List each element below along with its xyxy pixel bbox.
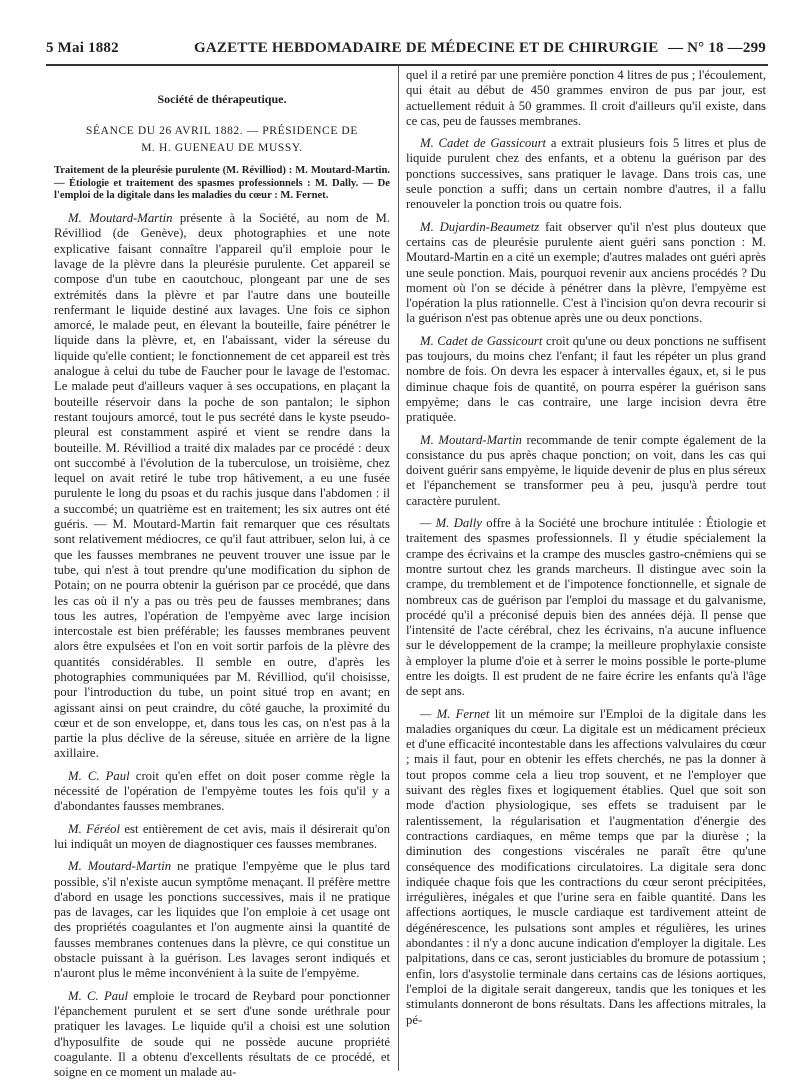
paragraph-text: croit qu'en effet on doit poser comme règle la nécessité de l'opération de l'empyème toutes les fois qu'il y a d'abondantes fausses membranes. xyxy=(54,768,390,814)
paragraph xyxy=(406,516,766,700)
paragraph-text: est entièrement de cet avis, mais il désirerait qu'on lui indiquât un moyen de diagnostiquer ces fausses membranes. xyxy=(54,821,390,851)
speaker-name: M. C. Paul xyxy=(68,988,128,1003)
paragraph-text: offre à la Société une brochure intitulée : Étiologie et traitement des spasmes professionnels. Il y étudie spécialement la crampe des écrivains et la crampe des muscles gastro-cnémiens qui se montre surtout chez les grands marcheurs. Il distingue avec soin la crampe, du tremblement et de l'impotence fonctionnelle, et signale de nombreux cas de guérison par l'emploi du massage et du galvanisme, procédé qu'il a préconisé depuis bien des années déjà. Il pense que l'intensité de l'acte cérébral, chez les écrivains, n'a aucune influence sur le développement de la crampe; la meilleure prophylaxie consiste à employer la plume d'oie et à serrer le moins possible le porte-plume entre les doigts. Il est prudent de ne faire écrire les enfants qu'à l'âge de sept ans. xyxy=(406,516,766,699)
speaker-name: M. C. Paul xyxy=(68,768,130,783)
speaker-name: M. Moutard-Martin xyxy=(68,859,172,874)
journal-title: GAZETTE HEBDOMADAIRE DE MÉDECINE ET DE CHIRURGIE xyxy=(194,40,659,56)
paragraph xyxy=(406,136,766,212)
paragraph xyxy=(406,707,766,1028)
seance-line-1: SÉANCE DU 26 AVRIL 1882. — PRÉSIDENCE DE xyxy=(86,125,358,138)
speaker-name: M. Moutard-Martin xyxy=(68,211,173,226)
header-rule xyxy=(46,64,768,66)
speaker-name: M. Cadet de Gassicourt xyxy=(420,333,543,348)
page-number: 299 xyxy=(742,40,766,56)
running-header xyxy=(46,40,766,60)
left-column xyxy=(54,72,390,1080)
paragraph xyxy=(406,68,766,129)
speaker-name: M. Dujardin-Beaumetz xyxy=(420,219,540,234)
paragraph xyxy=(54,211,390,762)
issue-number: — N° 18 — xyxy=(668,40,743,56)
paragraph-text: recommande de tenir compte également de la consistance du pus après chaque ponction; on voit, dans les cas qui doivent guérir sans empyème, le liquide devenir de plus en plus séreux et l'épanchement se transformer peu à peu, jusqu'à perdre tout caractère purulent. xyxy=(406,432,766,508)
paragraph-text: ne pratique l'empyème que le plus tard possible, s'il n'existe aucun symptôme menaçant. Il préfère mettre d'abord en usage les ponctions successives, mais il ne pratique pas de lavages, car les liquides que l'on emploie à cet usage ont des propriétés coagulantes et l'on augmente ainsi la quantité de fausses membranes contenues dans la plèvre, ce qui constitue un obstacle puissant à la guérison. Les lavages seront indiqués et n'auront plus le même inconvénient à la suite de l'empyème. xyxy=(54,859,390,981)
paragraph xyxy=(54,989,390,1081)
right-column xyxy=(406,68,766,1068)
right-body xyxy=(406,68,766,1028)
paragraph xyxy=(54,769,390,815)
seance-heading xyxy=(54,123,390,157)
speaker-name: — M. Dally xyxy=(420,516,482,531)
paragraph-text: fait observer qu'il n'est plus douteux que certains cas de pleurésie purulente aient guéri sans ponction : M. Moutard-Martin en a cité un exemple; d'autres malades ont guéri après une seule ponction. Mais, pourquoi revenir aux anciens procédés ? Du moment où l'on se décide à pénétrer dans la plèvre, l'empyème est l'opération la plus rationnelle. C'est à l'incision qu'on devra recourir si la guérison n'est pas obtenue après une ou deux ponctions. xyxy=(406,219,766,326)
society-heading: Société de thérapeutique. xyxy=(157,92,287,106)
paragraph-text: lit un mémoire sur l'Emploi de la digitale dans les maladies organiques du cœur. La digitale est un médicament précieux et d'une efficacité incontestable dans les affections valvulaires du cœur ; mais il faut, pour en obtenir les effets cherchés, ne pas la donner à tout propos comme cela a lieu trop souvent, et ne l'employer que suivant des règles fixes et logiquement établies. Quel que soit son mode d'action physiologique, ses effets se traduisent par le ralentissement, la régularisation et l'augmentation d'énergie des contractions cardiaques, en même temps que par la diurèse ; la diminution des congestions viscérales ne paraît être qu'une conséquence des modifications circulatoires. La digitale sera donc indiquée chaque fois que les contractions du cœur seront précipitées, irrégulières, inégales et que l'urine sera en faible quantité. Dans les affections aortiques, le muscle cardiaque est tardivement atteint de dégénérescence, les pulsations sont amples et régulières, les urines abondantes : il n'y a donc aucune indication d'employer la digitale. Les palpitations, dans ce cas, seront justiciables du bromure de potassium ; enfin, lors d'asystolie terminale dans certains cas de lésions aortiques, l'emploi de la digitale serait dangereux, tandis que les toniques et les stimulants donneront de bons résultats. Dans les affections mitrales, la pé- xyxy=(406,706,767,1027)
seance-line-2: M. H. GUENEAU DE MUSSY. xyxy=(141,142,303,155)
paragraph xyxy=(54,859,390,981)
paragraph-text: quel il a retiré par une première ponction 4 litres de pus ; l'écoulement, qui était au début de 450 grammes environ de pus par jour, est actuellement réduit à 50 grammes. Il croit d'ailleurs qu'il existe, dans ce cas, peu de fausses membranes. xyxy=(406,68,766,128)
session-summary: Traitement de la pleurésie purulente (M. Révilliod) : M. Moutard-Martin. — Étiologie et traitement des spasmes professionnels : M. Dally. — De l'emploi de la digitale dans les maladies du cœur : M. Fernet. xyxy=(54,165,390,202)
paragraph-text: croit qu'une ou deux ponctions ne suffisent pas toujours, du moins chez l'enfant; il faut les répéter un plus grand nombre de fois. On devra les espacer à intervalles égaux, et, si le pus diminue chaque fois de quantité, on pourra espérer la guérison sans empyème; dans le cas contraire, une large incision devra être pratiquée. xyxy=(406,333,767,425)
paragraph xyxy=(406,433,766,509)
paragraph-text: emploie le trocard de Reybard pour ponctionner l'épanchement purulent et se sert d'une sonde uréthrale pour pratiquer les lavages. Le liquide qu'il a choisi est une solution d'hyposulfite de soude qui ne possède aucune propriété coagulante. Il a obtenu d'excellents résultats de ce procédé, et soigne en ce moment un malade au- xyxy=(54,988,390,1080)
paragraph xyxy=(406,220,766,327)
speaker-name: M. Moutard-Martin xyxy=(420,432,522,447)
speaker-name: — M. Fernet xyxy=(420,706,490,721)
paragraph xyxy=(406,334,766,426)
paragraph xyxy=(54,822,390,853)
issue-date: 5 Mai 1882 xyxy=(46,40,119,56)
left-body xyxy=(54,211,390,1080)
speaker-name: M. Féréol xyxy=(68,821,120,836)
column-divider xyxy=(398,66,399,1071)
paragraph-text: a extrait plusieurs fois 5 litres et plus de liquide purulent chez des enfants, et a obtenu la guérison par des ponctions successives, sans pratiquer le lavage. Dans trois cas, une seule ponction a suffi; dans un certain nombre d'autres, il a fallu renouveler la ponction trois ou quatre fois. xyxy=(406,136,766,212)
paragraph-text: présente à la Société, au nom de M. Révilliod (de Genève), deux photographies et une note explicative faisant connaître l'appareil qu'il emploie pour le lavage de la plèvre dans la pleurésie purulente. Cet appareil se compose d'un tube en caoutchouc, plongeant par une de ses extrémités dans la plèvre et par l'autre dans une bouteille renfermant le liquide destiné aux lavages. Une fois ce siphon amorcé, le malade peut, en élevant la bouteille, faire pénétrer le liquide dans la plèvre, et, en l'abaissant, vider la séreuse du liquide qu'elle contient; le fonctionnement de cet appareil est très analogue à celui du tube de Faucher pour le lavage de l'estomac. Le malade peut d'ailleurs vaquer à ses occupations, en plaçant la bouteille réservoir dans la poche de son pantalon; le siphon restant toujours amorcé, tout le pus secrété dans le kyste pseudo-pleural est constamment aspiré et vient se rendre dans la bouteille. M. Révilliod a traité dix malades par ce procédé : deux ont succombé à l'évolution de la tuberculose, un troisième, chez lequel on avait retiré le tube trop hâtivement, a eu une fusée purulente le long du psoas et du rachis jusque dans l'abdomen : il a succombé; un quatrième est en traitement; les six autres ont été guéris. — M. Moutard-Martin fait remarquer que ces résultats sont relativement médiocres, ce qu'il faut attribuer, selon lui, à ce que les fausses membranes ne peuvent trouver une issue par le tube, qui n'est à tout prendre qu'une modification du siphon de Potain; on ne pourra obtenir la guérison par ce procédé, que dans les cas où il n'y a pas ou très peu de fausses membranes; dans tous les autres, l'opération de l'empyème avec large incision intercostale est bien préférable; les fausses membranes peuvent alors être expulsées et l'on en voit sortir parfois de la plèvre des quantités considérables. Il semble en outre, d'après les photographies communiquées par M. Révilliod, qu'il choisisse, pour l'introduction du tube, un point situé trop en avant; en agissant ainsi on peut craindre, du côté gauche, la proximité du cœur et de son enveloppe, et, dans tous les cas, on n'est pas à la partie la plus déclive de la séreuse, située en arrière de la ligne axillaire. xyxy=(54,211,390,761)
speaker-name: M. Cadet de Gassicourt xyxy=(420,136,547,151)
